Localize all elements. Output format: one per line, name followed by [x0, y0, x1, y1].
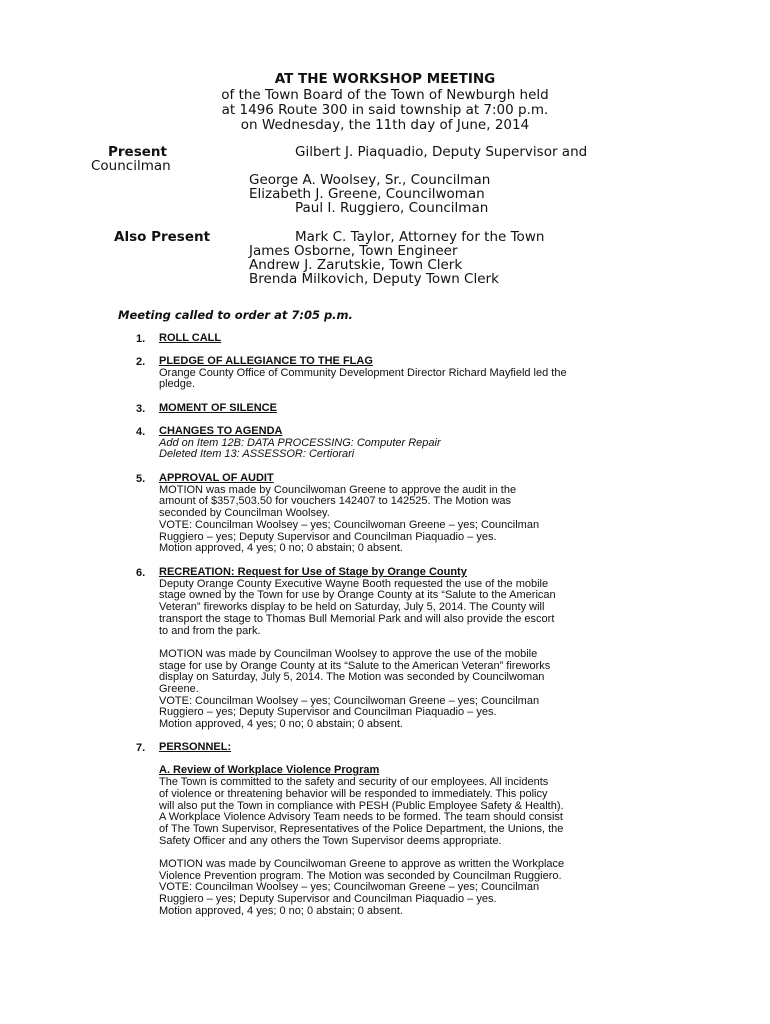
item-text: will also put the Town in compliance with PESH (Public Employee Safety & Health). — [159, 799, 564, 812]
agenda-item-personnel — [159, 742, 639, 918]
agenda-item-pledge — [159, 356, 639, 391]
present-label: Present — [108, 144, 167, 160]
item-heading: PERSONNEL: — [159, 741, 232, 753]
present-member: Elizabeth J. Greene, Councilwoman — [249, 186, 485, 202]
agenda-item-moment-of-silence — [159, 403, 639, 415]
item-text: Orange County Office of Community Development Director Richard Mayfield led the — [159, 366, 567, 379]
item-text: Violence Prevention program. The Motion was seconded by Councilman Ruggiero. — [159, 869, 562, 882]
item-text: to and from the park. — [159, 624, 261, 637]
item-text: MOTION was made by Councilwoman Greene to approve the audit in the — [159, 483, 517, 496]
agenda-item-recreation — [159, 567, 639, 731]
item-heading: MOMENT OF SILENCE — [159, 402, 277, 414]
agenda-item-changes — [159, 426, 639, 461]
item-text: A Workplace Violence Advisory Team needs to be formed. The team should consist — [159, 811, 563, 824]
item-heading: CHANGES TO AGENDA — [159, 425, 283, 437]
item-text: amount of $357,503.50 for vouchers 142407 to 142525. The Motion was — [159, 495, 512, 508]
item-number: 4. — [136, 426, 146, 438]
item-text: Add on Item 12B: DATA PROCESSING: Computer Repair — [159, 436, 441, 449]
also-present-member: Andrew J. Zarutskie, Town Clerk — [249, 257, 463, 273]
item-heading: APPROVAL OF AUDIT — [159, 472, 274, 484]
item-text: stage owned by the Town for use by Orange County at its “Salute to the American — [159, 589, 556, 602]
item-text: transport the stage to Thomas Bull Memorial Park and will also provide the escort — [159, 612, 555, 625]
agenda-item-roll-call — [159, 333, 639, 345]
item-number: 1. — [136, 333, 146, 345]
item-text: Motion approved, 4 yes; 0 no; 0 abstain; 0 absent. — [159, 542, 403, 555]
item-text: of violence or threatening behavior will be responded to immediately. This policy — [159, 787, 548, 800]
present-member: Paul I. Ruggiero, Councilman — [295, 200, 489, 216]
called-to-order: Meeting called to order at 7:05 p.m. — [118, 308, 353, 322]
item-text: Deleted Item 13: ASSESSOR: Certiorari — [159, 448, 355, 461]
item-number: 6. — [136, 567, 146, 579]
item-subheading: A. Review of Workplace Violence Program — [159, 764, 380, 777]
item-text: of The Town Supervisor, Representatives of the Police Department, the Unions, the — [159, 822, 564, 835]
header-line: at 1496 Route 300 in said township at 7:00 p.m. — [221, 102, 549, 118]
present-member: George A. Woolsey, Sr., Councilman — [249, 172, 491, 188]
item-number: 7. — [136, 742, 146, 754]
item-text: pledge. — [159, 378, 196, 391]
item-number: 3. — [136, 403, 146, 415]
item-number: 5. — [136, 473, 146, 485]
item-text: Ruggiero – yes; Deputy Supervisor and Councilman Piaquadio – yes. — [159, 893, 497, 906]
item-text: Motion approved, 4 yes; 0 no; 0 abstain; 0 absent. — [159, 904, 403, 917]
item-text: VOTE: Councilman Woolsey – yes; Councilwoman Greene – yes; Councilman — [159, 518, 540, 531]
item-heading: PLEDGE OF ALLEGIANCE TO THE FLAG — [159, 355, 373, 367]
document-title: AT THE WORKSHOP MEETING — [274, 71, 496, 87]
item-text: Deputy Orange County Executive Wayne Booth requested the use of the mobile — [159, 577, 549, 590]
header-line: on Wednesday, the 11th day of June, 2014 — [240, 117, 530, 133]
present-member-cont: Councilman — [91, 158, 171, 174]
item-text: Ruggiero – yes; Deputy Supervisor and Councilman Piaquadio – yes. — [159, 706, 497, 719]
item-text: Motion approved, 4 yes; 0 no; 0 abstain; 0 absent. — [159, 718, 403, 731]
item-text: seconded by Councilman Woolsey. — [159, 507, 330, 520]
agenda-item-audit — [159, 473, 639, 555]
item-text: VOTE: Councilman Woolsey – yes; Councilwoman Greene – yes; Councilman — [159, 881, 540, 894]
also-present-member: Brenda Milkovich, Deputy Town Clerk — [249, 271, 499, 287]
item-text: Safety Officer and any others the Town Supervisor deems appropriate. — [159, 834, 502, 847]
item-heading: ROLL CALL — [159, 332, 222, 344]
item-text: The Town is committed to the safety and security of our employees. All incidents — [159, 776, 549, 789]
item-text: MOTION was made by Councilman Woolsey to approve the use of the mobile — [159, 647, 538, 660]
item-number: 2. — [136, 356, 146, 368]
item-text: Veteran” fireworks display to be held on Saturday, July 5, 2014. The County will — [159, 601, 545, 614]
item-text: display on Saturday, July 5, 2014. The Motion was seconded by Councilwoman — [159, 671, 545, 684]
item-heading: RECREATION: Request for Use of Stage by Orange County — [159, 566, 467, 578]
present-member: Gilbert J. Piaquadio, Deputy Supervisor and — [295, 144, 588, 160]
also-present-member: James Osborne, Town Engineer — [249, 243, 458, 259]
also-present-member: Mark C. Taylor, Attorney for the Town — [295, 229, 545, 245]
item-text: MOTION was made by Councilwoman Greene to approve as written the Workplace — [159, 858, 565, 870]
item-text: stage for use by Orange County at its “Salute to the American Veteran” fireworks — [159, 659, 551, 672]
item-text: Greene. — [159, 683, 199, 696]
item-text: Ruggiero – yes; Deputy Supervisor and Councilman Piaquadio – yes. — [159, 530, 497, 543]
header-line: of the Town Board of the Town of Newburgh held — [221, 87, 549, 103]
item-text: VOTE: Councilman Woolsey – yes; Councilwoman Greene – yes; Councilman — [159, 694, 540, 707]
also-present-label: Also Present — [114, 229, 211, 245]
